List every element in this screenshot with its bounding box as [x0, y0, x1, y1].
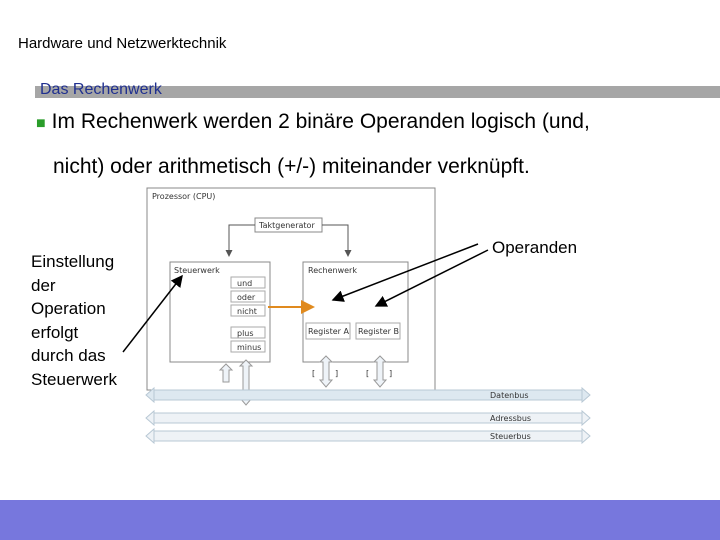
- adressbus: [146, 411, 590, 425]
- bracket-mid2: [: [366, 369, 370, 378]
- bullet-icon: ■: [36, 115, 46, 132]
- op-plus: plus: [237, 329, 254, 338]
- register-a-label: Register A: [308, 327, 349, 336]
- bullet-text: Im Rechenwerk werden 2 binäre Operanden logisch (und,: [51, 110, 590, 133]
- op-und: und: [237, 279, 253, 288]
- footer-bar: [0, 500, 720, 540]
- label-einstellung: [31, 250, 117, 391]
- steuerbus: [146, 429, 590, 443]
- bracket-right: ]: [389, 369, 393, 378]
- register-b-label: Register B: [358, 327, 399, 336]
- label-line: Operation: [31, 299, 106, 318]
- adressbus-label: Adressbus: [490, 414, 532, 423]
- section-title: Das Rechenwerk: [40, 81, 162, 98]
- label-line: erfolgt: [31, 322, 79, 342]
- datenbus-label: Datenbus: [490, 391, 529, 400]
- label-line: durch das: [31, 346, 106, 365]
- label-line: Einstellung: [31, 252, 115, 271]
- steuerwerk-label: Steuerwerk: [174, 266, 220, 275]
- op-oder: oder: [237, 293, 256, 302]
- operation-list: [231, 277, 265, 352]
- taktgenerator-label: Taktgenerator: [259, 221, 315, 230]
- label-line: der: [31, 275, 56, 295]
- bullet-text-line2: nicht) oder arithmetisch (+/-) miteinander verknüpft.: [53, 155, 530, 178]
- steuerbus-label: Steuerbus: [490, 432, 531, 441]
- rechenwerk-label: Rechenwerk: [308, 266, 357, 275]
- bracket-left: [: [312, 369, 316, 378]
- bracket-mid: ]: [335, 369, 339, 378]
- datenbus: [146, 388, 590, 402]
- op-minus: minus: [237, 343, 262, 352]
- header-title: Hardware und Netzwerktechnik: [18, 35, 227, 52]
- label-operanden: Operanden: [492, 238, 578, 257]
- label-line: Steuerwerk: [31, 369, 117, 389]
- op-nicht: nicht: [237, 307, 257, 316]
- processor-label: Prozessor (CPU): [152, 192, 216, 201]
